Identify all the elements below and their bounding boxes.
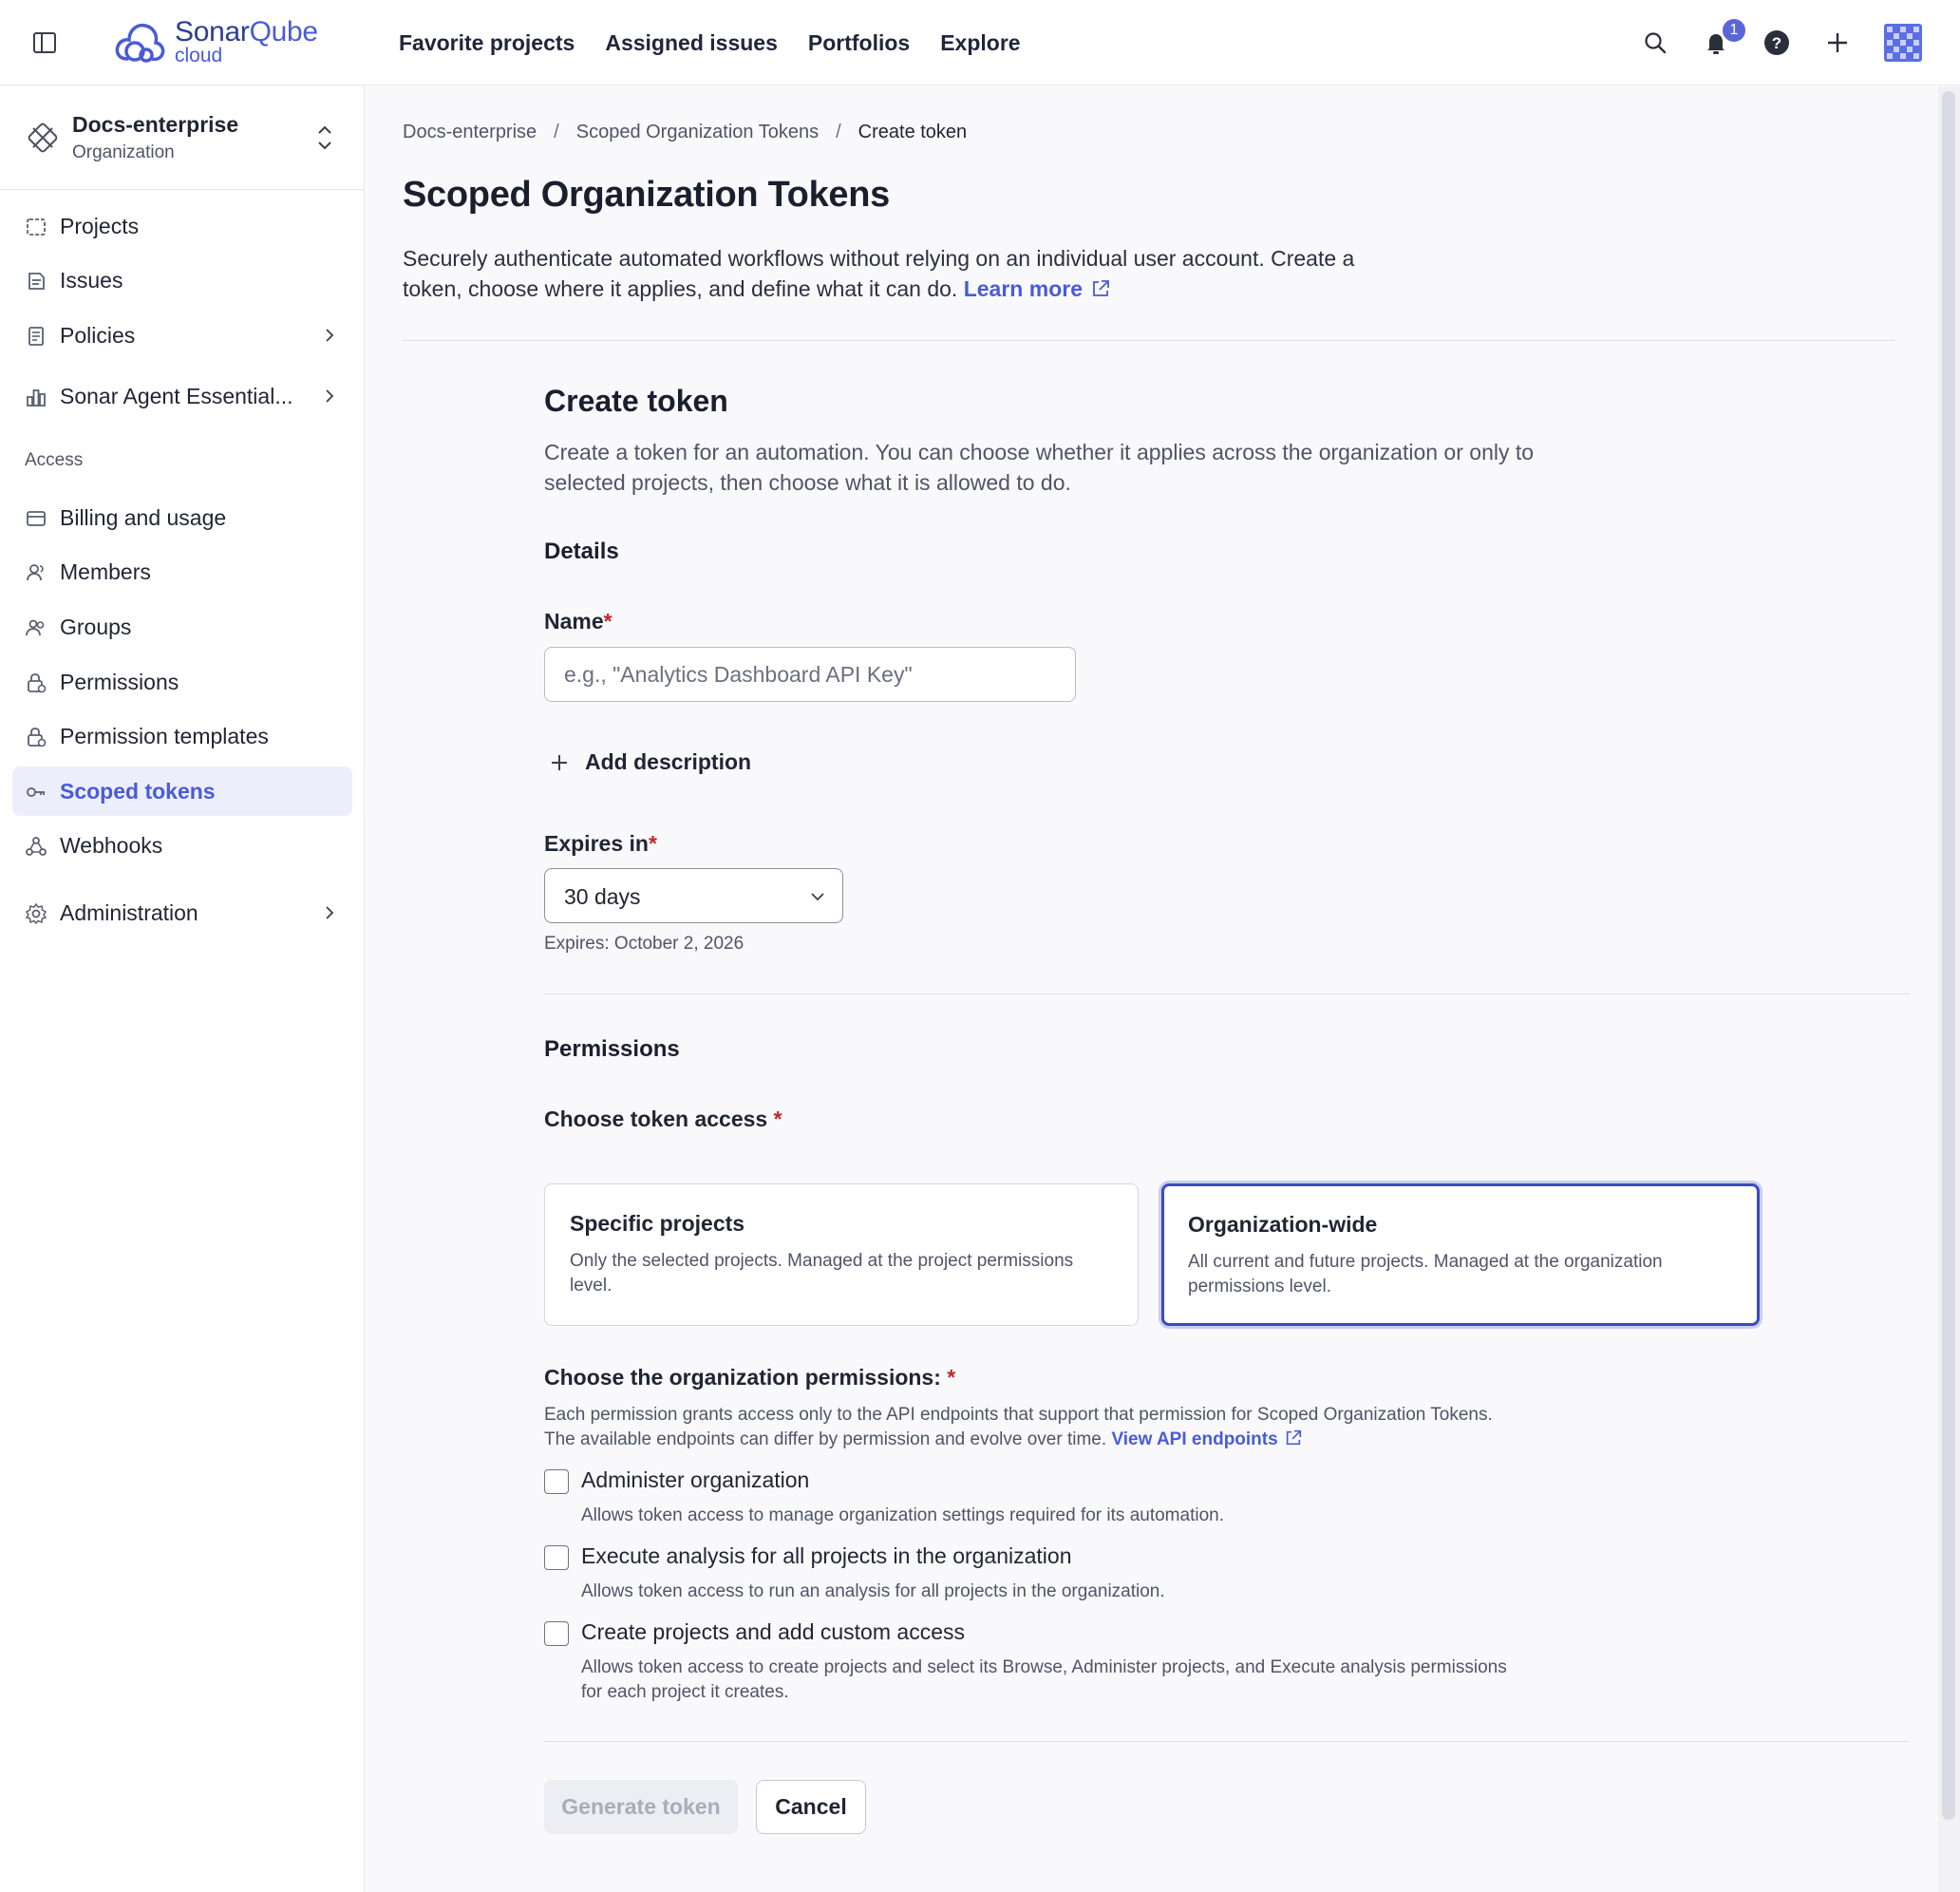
notification-count-badge: 1	[1721, 17, 1747, 44]
breadcrumb-separator: /	[554, 122, 559, 142]
breadcrumb-current: Create token	[858, 122, 968, 142]
breadcrumb-separator: /	[836, 122, 841, 142]
form-description: Create a token for an automation. You can choose whether it applies across the organization or only to selected projects, then choose what it is allowed to do.	[544, 440, 1535, 495]
gear-icon	[25, 902, 47, 925]
chevron-right-icon	[322, 388, 337, 404]
top-bar	[0, 0, 1960, 85]
sidebar-item-scoped-tokens[interactable]	[12, 766, 352, 816]
required-mark: *	[648, 831, 657, 856]
sidebar-item-webhooks[interactable]	[12, 821, 352, 870]
organization-icon	[27, 122, 59, 154]
sonarqube-logo[interactable]	[114, 15, 318, 68]
expires-date-hint: Expires: October 2, 2026	[544, 934, 744, 954]
org-name: Docs-enterprise	[72, 112, 239, 137]
add-description-label: Add description	[585, 749, 752, 774]
page-description: Securely authenticate automated workflows without relying on an individual user account. Create a token, choose where it applies, and define what it can do. Learn more	[403, 246, 1355, 301]
sidebar-item-label: Policies	[60, 322, 136, 348]
plus-icon	[549, 752, 570, 773]
top-actions	[1641, 0, 1922, 85]
option-title: Organization-wide	[1188, 1212, 1378, 1237]
chevron-right-icon	[322, 328, 337, 343]
search-icon[interactable]	[1641, 28, 1669, 57]
external-link-icon	[1284, 1428, 1303, 1447]
permission-description: Allows token access to run an analysis for all projects in the organization.	[581, 1581, 1165, 1601]
webhook-icon	[25, 835, 47, 858]
breadcrumb-scoped-tokens[interactable]: Scoped Organization Tokens	[575, 122, 820, 142]
option-description: All current and future projects. Managed at the organization permissions level.	[1188, 1252, 1663, 1296]
sidebar-item-permission-templates[interactable]	[12, 711, 352, 761]
brand-name: SonarQube	[175, 16, 318, 47]
org-permissions-help: Each permission grants access only to the API endpoints that support that permission for Scoped Organization Tokens. The available endpoints can differ by permission and evolve over time. View API endpoints	[544, 1405, 1493, 1449]
cancel-button[interactable]: Cancel	[756, 1780, 866, 1834]
user-avatar[interactable]	[1884, 24, 1922, 62]
checkbox[interactable]	[544, 1545, 569, 1570]
sidebar-item-label: Permission templates	[60, 723, 269, 748]
sidebar-item-label: Groups	[60, 614, 132, 639]
sidebar-item-administration[interactable]	[12, 888, 352, 937]
page-title: Scoped Organization Tokens	[403, 175, 891, 215]
sidebar-item-sonar-agent[interactable]	[12, 371, 352, 421]
access-option-organization-wide[interactable]	[1161, 1183, 1760, 1326]
add-description-button[interactable]	[549, 749, 751, 775]
svg-text:?: ?	[1771, 34, 1782, 52]
chevron-up-down-icon	[313, 122, 336, 154]
top-nav	[399, 0, 1021, 85]
permission-description: Allows token access to create projects and select its Browse, Administer projects, and Execute analysis permissions for each project it creates.	[581, 1657, 1507, 1702]
sidebar-item-label: Scoped tokens	[60, 778, 216, 804]
lock-icon	[25, 726, 47, 748]
create-plus-icon[interactable]	[1823, 28, 1852, 57]
option-description: Only the selected projects. Managed at the project permissions level.	[570, 1251, 1074, 1296]
required-mark: *	[773, 1107, 782, 1131]
details-heading: Details	[544, 539, 619, 564]
nav-assigned-issues[interactable]: Assigned issues	[605, 29, 778, 55]
brand-sub: cloud	[175, 45, 223, 66]
option-title: Specific projects	[570, 1211, 745, 1236]
sidebar-toggle-icon[interactable]	[30, 28, 59, 57]
org-type: Organization	[72, 142, 175, 162]
breadcrumb	[403, 122, 967, 143]
permission-description: Allows token access to manage organization settings required for its automation.	[581, 1505, 1224, 1525]
chevron-down-icon	[810, 889, 825, 904]
scrollbar-thumb[interactable]	[1942, 91, 1955, 1820]
token-name-input[interactable]	[544, 647, 1076, 702]
groups-icon	[25, 616, 47, 639]
divider	[544, 1741, 1910, 1742]
sidebar-item-label: Administration	[60, 899, 198, 925]
billing-icon	[25, 507, 47, 530]
view-api-endpoints-link[interactable]: View API endpoints	[1111, 1429, 1302, 1449]
sidebar-item-label: Webhooks	[60, 832, 163, 858]
policies-icon	[25, 325, 47, 348]
token-access-label: Choose token access *	[544, 1107, 782, 1131]
chart-icon	[25, 386, 47, 408]
cloud-logo-icon	[114, 17, 165, 66]
sidebar-item-projects[interactable]	[12, 201, 352, 251]
permission-title[interactable]: Execute analysis for all projects in the organization	[581, 1543, 1072, 1568]
sidebar-item-label: Permissions	[60, 669, 179, 694]
name-label: Name*	[544, 609, 612, 634]
divider	[403, 340, 1895, 341]
checkbox[interactable]	[544, 1469, 569, 1494]
org-switcher[interactable]	[0, 85, 364, 190]
learn-more-link[interactable]: Learn more	[964, 276, 1111, 301]
permissions-heading: Permissions	[544, 1036, 680, 1062]
sidebar-section-access: Access	[25, 450, 84, 470]
notifications-bell-icon[interactable]	[1702, 22, 1739, 57]
sidebar-item-policies[interactable]	[12, 311, 352, 360]
breadcrumb-org[interactable]: Docs-enterprise	[403, 122, 537, 142]
issues-icon	[25, 270, 47, 293]
checkbox[interactable]	[544, 1621, 569, 1646]
sidebar-item-billing[interactable]	[12, 493, 352, 542]
sidebar-item-label: Billing and usage	[60, 504, 227, 530]
permission-title[interactable]: Administer organization	[581, 1467, 810, 1492]
sidebar-item-label: Members	[60, 558, 151, 584]
expires-label: Expires in*	[544, 831, 657, 856]
nav-explore[interactable]: Explore	[940, 29, 1021, 55]
projects-icon	[25, 216, 47, 238]
expires-select[interactable]	[544, 868, 843, 923]
required-mark: *	[603, 609, 612, 634]
nav-favorite-projects[interactable]: Favorite projects	[399, 29, 575, 55]
external-link-icon	[1090, 278, 1111, 299]
sidebar-item-members[interactable]	[12, 547, 352, 596]
nav-portfolios[interactable]: Portfolios	[807, 29, 911, 55]
org-permissions-label: Choose the organization permissions: *	[544, 1365, 956, 1390]
permission-title[interactable]: Create projects and add custom access	[581, 1619, 965, 1644]
sidebar-item-issues[interactable]	[12, 255, 352, 305]
sidebar-item-groups[interactable]	[12, 602, 352, 652]
sidebar-item-label: Sonar Agent Essential...	[60, 383, 293, 408]
form-title: Create token	[544, 384, 728, 418]
sidebar-item-permissions[interactable]	[12, 657, 352, 707]
members-icon	[25, 561, 47, 584]
help-icon[interactable]	[1762, 28, 1791, 57]
sidebar-item-label: Issues	[60, 267, 123, 293]
expires-selected-value: 30 days	[564, 884, 641, 909]
divider	[544, 993, 1910, 994]
access-option-specific-projects[interactable]	[544, 1183, 1139, 1326]
key-icon	[25, 781, 47, 804]
generate-token-button[interactable]: Generate token	[544, 1780, 738, 1834]
chevron-right-icon	[322, 905, 337, 920]
lock-icon	[25, 672, 47, 694]
sidebar-item-label: Projects	[60, 213, 140, 238]
required-mark: *	[947, 1365, 956, 1390]
